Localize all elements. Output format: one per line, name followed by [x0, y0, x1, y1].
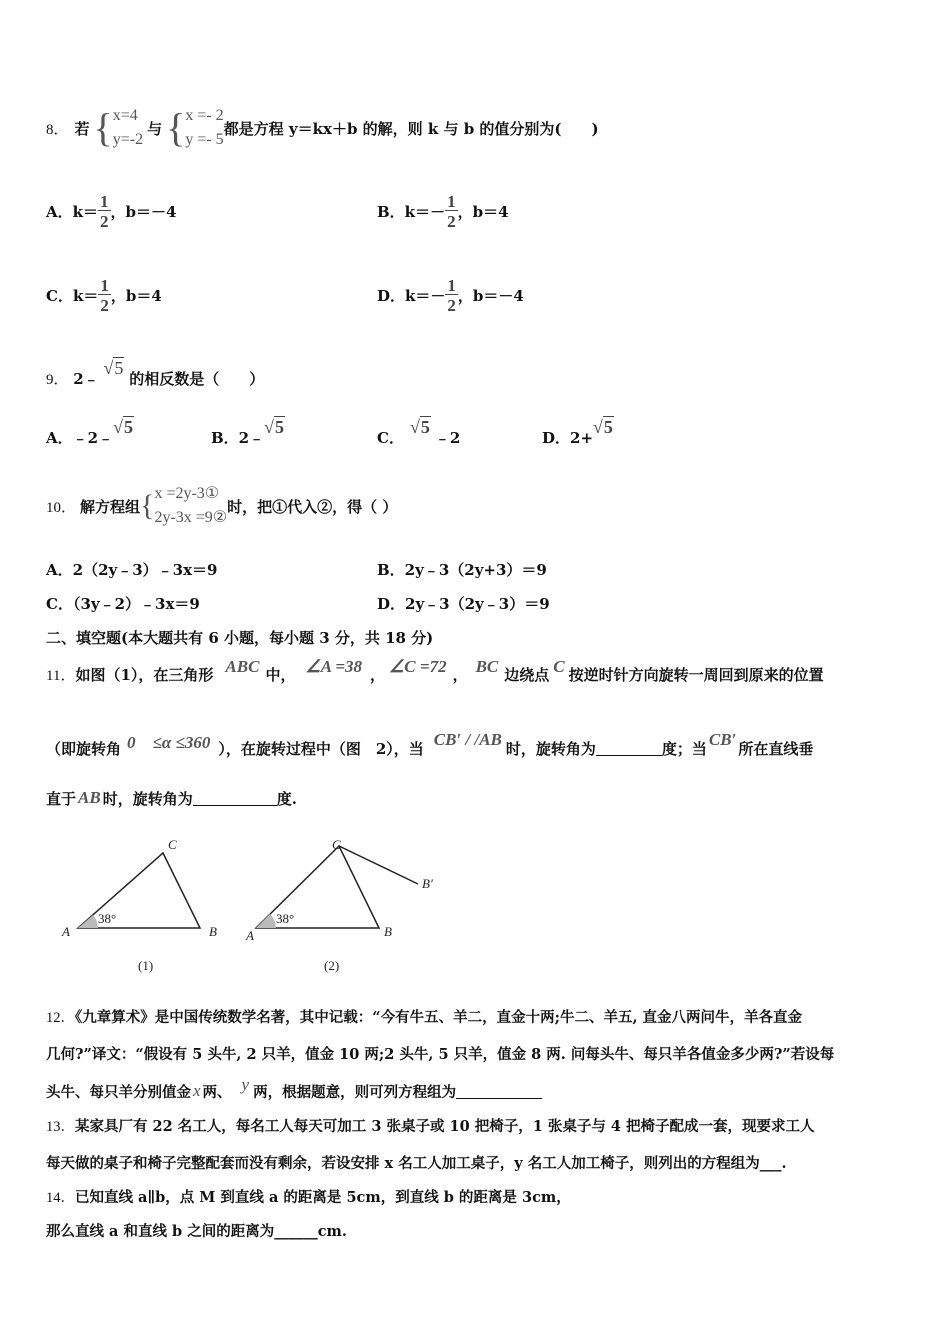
q12-y: y — [241, 1075, 250, 1094]
q8-a-num: 1 — [100, 191, 109, 211]
q8-sys1-eq2: y=-2 — [112, 131, 144, 148]
q8-sys2-eq2: y =- 5 — [185, 131, 224, 148]
q9-c-rad: 5 — [420, 417, 430, 437]
q8-sys1-eq1: x=4 — [112, 107, 138, 124]
q10-pre: 解方程组 — [80, 497, 141, 516]
q11-t2: 中， — [265, 665, 296, 684]
fig2-triangle — [256, 846, 379, 928]
q11-angle-a: ∠A =38 — [305, 657, 363, 676]
q11-t11: 时，旋转角为 — [102, 789, 193, 808]
q12-answer-blank[interactable] — [456, 1084, 542, 1099]
q11-parallel: CB′ / /AB — [433, 730, 502, 749]
q11-range: 0 ≤α ≤360 — [127, 732, 211, 752]
q8-sys2-eq1: x =- 2 — [185, 107, 224, 124]
fig2-label-c: C — [332, 837, 341, 852]
q11-t9: 所在直线垂 — [738, 739, 814, 758]
q9-post: 的相反数是（ ） — [129, 370, 265, 388]
q9-c-label: C． — [377, 429, 404, 447]
q9-c-sqrt: √5 — [409, 417, 430, 437]
q9-option-b — [211, 417, 285, 448]
q9-c-tail: ﹣2 — [434, 429, 461, 447]
q11-t8: 度；当 — [661, 739, 707, 758]
q8-option-c — [46, 270, 162, 320]
q8-system-2 — [185, 104, 223, 152]
q8-post: 都是方程 y＝kx＋b 的解，则 k 与 b 的值分别为( ) — [223, 119, 599, 138]
q14-line-2: 那么直线 a 和直线 b 之间的距离为______cm. — [46, 1223, 347, 1240]
q9-d-label: D．2+ — [542, 429, 594, 447]
q11-t4: 按逆时针方向旋转一周回到原来的位置 — [568, 665, 824, 684]
q8-c-tail: ，b＝4 — [110, 286, 162, 305]
q8-brace-2: { — [166, 105, 186, 150]
q9-a-sqrt: √5 — [113, 417, 133, 437]
q12-line-2: 几何?”译文：“假设有 5 头牛, 2 只羊，值金 10 两;2 头牛, 5 只羊，值金 8 两. 问每头牛、每只羊各值金多少两?”若设每 — [46, 1046, 835, 1063]
q12-line-3 — [46, 1077, 542, 1105]
q11-c: C — [553, 657, 565, 676]
q9-option-c — [377, 417, 461, 448]
q10-post: 时，把①代入②，得（ ） — [227, 497, 398, 516]
q11-line-1 — [46, 656, 906, 692]
q13-l1: 某家具厂有 22 名工人，每名工人每天可加工 3 张桌子或 10 把椅子，1 张桌子与 4 把椅子配成一套，现要求工人 — [75, 1118, 815, 1135]
fig1-angle-label: 38° — [98, 911, 117, 926]
q12-l1: 《九章算术》是中国传统数学名著，其中记载：“今有牛五、羊二，直金十两;牛二、羊五, 直金八两问牛，羊各直金 — [75, 1009, 803, 1026]
q8-b-fraction — [445, 193, 458, 230]
q8-d-fraction — [445, 277, 458, 314]
figure-1 — [61, 837, 217, 973]
q8-b-label: B．k＝－ — [377, 202, 446, 221]
q12-l3b: 两、 — [202, 1083, 232, 1101]
q10-option-b: B．2y﹣3（2y+3）＝9 — [377, 561, 547, 579]
q12-x: x — [193, 1081, 201, 1100]
fig1-caption: (1) — [138, 958, 154, 973]
q13-number: 13． — [46, 1119, 75, 1135]
section-heading: 二、填空题(本大题共有 6 小题，每小题 3 分，共 18 分) — [46, 629, 434, 647]
q8-a-den: 2 — [100, 211, 109, 231]
fig2-label-b: B — [384, 924, 392, 939]
q8-c-fraction — [98, 277, 111, 314]
q10-brace: { — [140, 489, 155, 522]
q11-comma2: ， — [452, 665, 468, 684]
q11-line-3 — [46, 784, 297, 812]
q9-option-a — [46, 417, 134, 448]
q11-number: 11． — [46, 667, 76, 684]
q9-b-sqrt: √5 — [264, 417, 285, 437]
figure-2 — [245, 837, 433, 973]
q11-bc: BC — [475, 657, 499, 676]
q8-stem — [46, 100, 599, 156]
q11-answer-blank-2[interactable] — [193, 791, 277, 806]
q12-l3a: 头牛、每只羊分别值金 — [46, 1083, 191, 1101]
q10-option-c: C．（3y﹣2）﹣3x＝9 — [46, 595, 200, 613]
q12-line-1 — [46, 1006, 802, 1027]
q10-stem — [46, 478, 397, 534]
fig2-label-bprime: B′ — [422, 876, 433, 891]
fig2-caption: (2) — [324, 958, 340, 973]
q10-option-d: D．2y﹣3（2y﹣3）＝9 — [377, 595, 550, 613]
q11-t12: 度. — [276, 789, 297, 808]
q14-number: 14． — [46, 1190, 75, 1206]
q9-b-label: B．2﹣ — [211, 429, 265, 447]
q10-eq1: x =2y-3① — [154, 485, 220, 502]
q11-t5: （即旋转角 — [46, 739, 122, 758]
q9-d-rad: 5 — [603, 417, 613, 437]
q9-d-sqrt: √5 — [593, 417, 613, 437]
fig1-triangle — [78, 853, 200, 928]
q10-eq2: 2y-3x =9② — [154, 509, 228, 526]
fig1-label-b: B — [209, 924, 217, 939]
q14-l1: 已知直线 a∥b，点 M 到直线 a 的距离是 5cm，到直线 b 的距离是 3cm， — [75, 1189, 571, 1206]
q8-a-fraction — [98, 193, 111, 230]
q11-line-2 — [46, 730, 813, 766]
fig2-angle-label: 38° — [276, 911, 295, 926]
q9-option-d — [542, 417, 614, 448]
q9-a-label: A．﹣2﹣ — [46, 429, 114, 447]
q8-c-num: 1 — [100, 275, 109, 295]
q11-angle-c: ∠C =72 — [389, 657, 447, 676]
q11-cb: CB′ — [708, 730, 737, 749]
q9-a-rad: 5 — [123, 417, 133, 437]
q11-t10: 直于 — [46, 789, 77, 808]
q8-a-tail: ，b＝－4 — [110, 202, 177, 221]
q8-mid: 与 — [147, 119, 163, 138]
q9-number: 9． — [46, 372, 69, 388]
q8-brace-1: { — [93, 105, 113, 150]
q8-b-num: 1 — [447, 191, 456, 211]
fig1-label-a: A — [62, 924, 70, 939]
q11-figures — [40, 830, 460, 980]
q8-system-1 — [113, 104, 143, 152]
q8-a-label: A．k＝ — [46, 202, 99, 221]
q11-t6: ），在旋转过程中（图 2），当 — [218, 739, 424, 758]
fig1-angle-shade — [78, 915, 98, 928]
q12-number: 12． — [46, 1010, 75, 1026]
fig2-angle-shade — [256, 914, 276, 928]
q8-d-num: 1 — [447, 275, 456, 295]
fig2-rotated-side — [339, 846, 418, 884]
q8-number: 8． — [46, 121, 69, 138]
q11-answer-blank-1[interactable] — [596, 741, 662, 756]
q11-t3: 边绕点 — [504, 665, 550, 684]
q8-d-den: 2 — [447, 295, 456, 315]
q8-d-label: D．k＝－ — [377, 286, 446, 305]
q10-number: 10． — [46, 499, 77, 516]
q13-line-2: 每天做的桌子和椅子完整配套而没有剩余，若设安排 x 名工人加工桌子，y 名工人加工椅子，则列出的方程组为___. — [46, 1155, 787, 1172]
q14-line-1 — [46, 1186, 571, 1207]
q8-option-a — [46, 186, 176, 236]
q10-system — [154, 482, 227, 530]
q8-b-den: 2 — [447, 211, 456, 231]
q9-pre: 2﹣ — [73, 370, 99, 388]
q8-d-tail: ，b＝－4 — [457, 286, 524, 305]
q8-c-den: 2 — [100, 295, 109, 315]
q9-radicand: 5 — [114, 358, 124, 378]
q8-b-tail: ，b＝4 — [457, 202, 509, 221]
q11-abc: ABC — [225, 657, 260, 676]
q13-line-1 — [46, 1115, 815, 1136]
q9-sqrt: √5 — [103, 358, 124, 378]
q8-option-d — [377, 270, 524, 320]
q8-option-b — [377, 186, 509, 236]
q11-comma1: ， — [370, 665, 386, 684]
q11-ab: AB — [78, 788, 101, 807]
q11-t7: 时，旋转角为 — [505, 739, 596, 758]
q9-b-rad: 5 — [275, 417, 285, 437]
fig1-label-c: C — [168, 837, 177, 852]
q11-t1: 如图（1），在三角形 — [75, 665, 214, 684]
q10-option-a: A．2（2y﹣3）﹣3x＝9 — [46, 561, 218, 579]
fig2-label-a: A — [246, 928, 254, 943]
q8-pre: 若 — [74, 119, 90, 138]
q12-l3c: 两，根据题意，则可列方程组为 — [253, 1083, 457, 1101]
q8-c-label: C．k＝ — [46, 286, 99, 305]
q9-stem — [46, 358, 265, 389]
